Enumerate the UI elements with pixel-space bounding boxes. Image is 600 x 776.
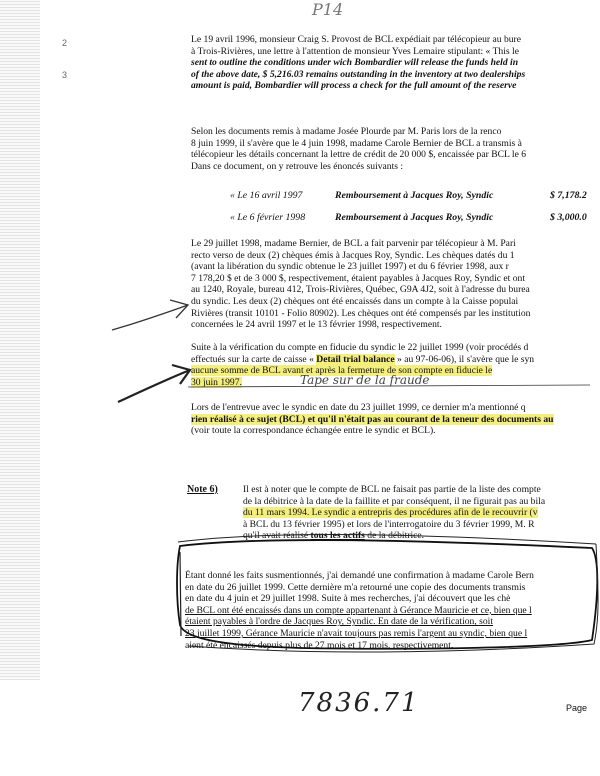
entry-date: « Le 6 février 1998	[230, 212, 306, 223]
handwritten-amount: 7836.71	[298, 688, 420, 718]
text-line: Rivières (transit 10101 - Folio 80902). Les chèques ont été compensés par les institution	[191, 307, 531, 319]
text-line: télécopieur les détails concernant la lettre de crédit de 20 000 $, encaissée par BCL le 6	[191, 149, 527, 161]
text-segment: effectués sur la carte de caisse «	[191, 353, 317, 365]
text-line: à Trois-Rivières, une lettre à l'attention de monsieur Yves Lemaire stipulant: « This le	[191, 45, 519, 57]
text-line: recto verso de deux (2) chèques émis à Jacques Roy, Syndic. Les chèques datés du 1	[191, 249, 515, 261]
text-segment: qu'il avait réalisé	[243, 530, 311, 542]
text-line: Le 19 avril 1996, monsieur Craig S. Provost de BCL expédiait par télécopieur au bure	[191, 34, 522, 45]
text-segment: » au 97-06-06), il s'avère que le syn	[394, 353, 535, 365]
handwritten-page-mark: P14	[312, 0, 344, 19]
text-line: aient été encaissés depuis plus de 27 mois et 17 mois, respectivement.	[185, 639, 454, 651]
text-line: de BCL ont été encaissés dans un compte appartenant à Gérance Mauricie et ce, bien que l	[185, 604, 532, 616]
underlined-text: tous les actifs	[310, 530, 365, 542]
text-line: Lors de l'entrevue avec le syndic en date du 23 juillet 1999, ce dernier m'a mentionné q	[191, 402, 526, 413]
entry-date: « Le 16 avril 1997	[230, 190, 303, 201]
underline-stroke	[188, 385, 590, 387]
text-line: Étant donné les faits susmentionnés, j'ai demandé une confirmation à madame Carole Bern	[185, 570, 534, 581]
text-line: Suite à la vérification du compte en fiducie du syndic le 22 juillet 1999 (voir procédés d	[191, 342, 529, 353]
text-line: en date du 26 juillet 1999. Cette dernière m'a retourné une copie des documents transmis	[185, 581, 526, 593]
text-line: en date du 4 juin et 29 juillet 1998. Suite à mes recherches, j'ai découvert que les chè	[185, 593, 511, 605]
margin-number: 2	[62, 38, 68, 48]
text-line: 23 juillet 1999, Gérance Mauricie n'avait toujours pas remis l'argent au syndic, bien que l	[185, 627, 528, 639]
highlighted-text: du 11 mars 1994. Le syndic a entrepris des procédures afin de le recouvrir (v	[243, 507, 538, 519]
text-line: Il est à noter que le compte de BCL ne faisait pas partie de la liste des compte	[243, 484, 541, 495]
text-line: sent to outline the conditions under wich Bombardier will release the funds held in	[191, 57, 519, 69]
text-line: (avant la libération du syndic obtenue le 23 juillet 1997) et du 6 février 1998, aux r	[191, 261, 509, 273]
text-segment: de la débitrice.	[364, 530, 425, 542]
text-line: de la débitrice à la date de la faillite et par conséquent, il ne figurait pas au bila	[243, 495, 546, 507]
highlighted-text: rien réalisé à ce sujet (BCL) et qu'il n'était pas au courant de la teneur des documents au	[191, 413, 554, 425]
entry-amount: $ 3,000.0	[550, 212, 587, 223]
encircling-loop-outer	[178, 535, 598, 653]
text-line: of the above date, $ 5,216.03 remains outstanding in the inventory at two dealerships	[191, 68, 526, 80]
text-line: étaient payables à l'ordre de Jacques Roy, Syndic. En date de la vérification, soit	[185, 616, 494, 628]
arrow-annotation-upper	[112, 300, 188, 330]
handwritten-note: Tape sur de la fraude	[300, 373, 430, 387]
text-line: Selon les documents remis à madame Josée Plourde par M. Paris lors de la renco	[191, 126, 502, 137]
text-line: au 1240, Royale, bureau 412, Trois-Rivières, Québec, G9A 4J2, soit à l'adresse du burea	[191, 284, 530, 296]
text-line: amount is paid, Bombardier will process a check for the full amount of the reserve	[191, 80, 517, 92]
text-line: (voir toute la correspondance échangée entre le syndic et BCL).	[191, 425, 436, 437]
text-line: à BCL du 13 février 1995) et lors de l'interrogatoire du 3 février 1999, M. R	[243, 518, 535, 530]
entry-description: Remboursement à Jacques Roy, Syndic	[335, 212, 494, 223]
highlighted-text: aucune somme de BCL avant et après la fermeture de son compte en fiducie le	[191, 365, 493, 377]
highlighted-term: Detail trial balance	[316, 353, 395, 365]
page-label: Page	[566, 703, 588, 713]
text-line: 7 178,20 $ et de 3 000 $, respectivement, étaient payables à Jacques Roy, Syndic et ont	[191, 272, 526, 284]
entry-amount: $ 7,178.2	[550, 190, 587, 201]
text-line: concernées le 24 avril 1997 et le 13 février 1998, respectivement.	[191, 319, 442, 331]
highlighted-text: 30 juin 1997.	[191, 376, 242, 388]
encircling-loop	[177, 540, 597, 649]
margin-number: 3	[62, 70, 68, 80]
text-line: du syndic. Les deux (2) chèques ont été encaissés dans un compte à la Caisse populai	[191, 295, 519, 307]
text-line: Dans ce document, on y retrouve les énoncés suivants :	[191, 160, 404, 172]
entry-description: Remboursement à Jacques Roy, Syndic	[335, 190, 494, 201]
text-line: Le 29 juillet 1998, madame Bernier, de BCL a fait parvenir par télécopieur à M. Pari	[191, 238, 516, 249]
note-label: Note 6)	[187, 484, 218, 495]
text-line: 8 juin 1999, il s'avère que le 4 juin 1998, madame Carole Bernier de BCL a transmis à	[191, 137, 522, 149]
arrow-annotation-lower	[118, 365, 190, 402]
